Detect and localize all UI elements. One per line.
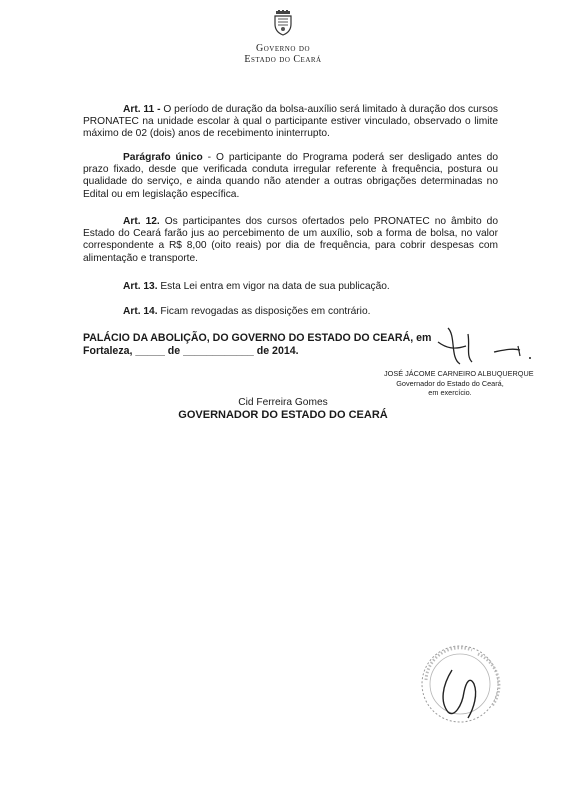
- article-12: [83, 216, 498, 265]
- letterhead-line-2: Estado do Ceará: [244, 54, 322, 65]
- article-14-text: Ficam revogadas as disposições em contrário.: [157, 306, 371, 317]
- letterhead: [0, 10, 566, 65]
- governor-title: GOVERNADOR DO ESTADO DO CEARÁ: [178, 409, 388, 421]
- governor-name: Cid Ferreira Gomes: [238, 397, 328, 408]
- closing-line-2: Fortaleza, _____ de ____________ de 2014.: [83, 345, 299, 357]
- article-12-text: Os participantes dos cursos ofertados pelo PRONATEC no âmbito do Estado do Ceará farão jus ao percebimento de um auxílio, sob a forma de bolsa, no valor correspondente a R$ 8,00 (oito reais) por dia de frequência, para cobrir despesas com alimentação e transporte.: [83, 216, 498, 264]
- article-11: [83, 104, 498, 141]
- article-11-text: O período de duração da bolsa-auxílio será limitado à duração dos cursos PRONATEC na unidade escolar à qual o participante estiver vinculado, observado o limite máximo de 02 (dois) anos de recebimento ininterrupto.: [83, 104, 498, 140]
- handwritten-signature: [408, 320, 548, 370]
- official-seal-stamp: [412, 636, 512, 736]
- article-11-label: Art. 11 -: [123, 104, 161, 115]
- paragrafo-unico-label: Parágrafo único: [123, 152, 203, 163]
- state-coat-of-arms-icon: [272, 10, 294, 36]
- article-12-label: Art. 12.: [123, 216, 160, 227]
- letterhead-line-1: Governo do: [256, 43, 310, 54]
- article-13: [83, 281, 498, 293]
- paragrafo-unico-text: - O participante do Programa poderá ser desligado antes do prazo fixado, desde que verificada conduta irregular referente à frequência, postura ou qualidade do serviço, e ainda quando não atender a outras obrigações determinadas no Edital ou em legislação específica.: [83, 152, 499, 200]
- article-14-label: Art. 14.: [123, 306, 158, 317]
- article-14: [83, 306, 498, 318]
- acting-governor-role: Governador do Estado do Ceará,: [396, 378, 504, 388]
- governor-signature-block: [0, 396, 566, 422]
- article-13-text: Esta Lei entra em vigor na data de sua publicação.: [157, 281, 390, 292]
- acting-governor-status: em exercício.: [428, 388, 472, 397]
- article-13-label: Art. 13.: [123, 281, 158, 292]
- paragrafo-unico: [83, 152, 498, 201]
- acting-governor-name: JOSÉ JÁCOME CARNEIRO ALBUQUERQUE: [384, 369, 534, 378]
- closing-line-1: PALÁCIO DA ABOLIÇÃO, DO GOVERNO DO ESTADO DO CEARÁ, em: [83, 332, 432, 344]
- acting-governor-stamp: [384, 369, 534, 398]
